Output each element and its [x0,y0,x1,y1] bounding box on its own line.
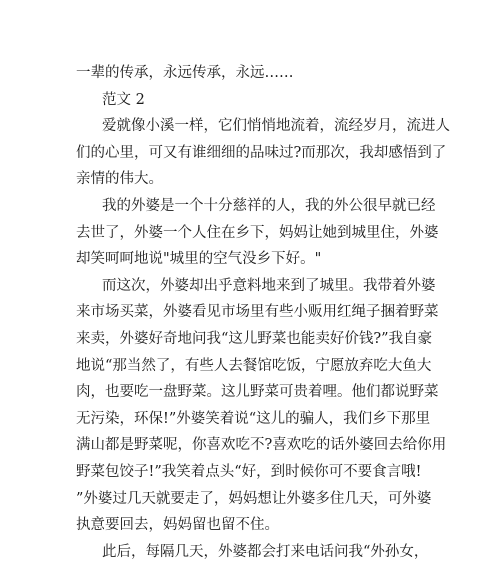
text-line: 此后，每隔几天，外婆都会打来电话问我“外孙女， [102,543,429,560]
text-line: 执意要回去，妈妈留也留不住。 [76,517,279,534]
text-line: 地说“那当然了，有些人去餐馆吃饭，宁愿放弃吃大鱼大 [76,357,432,374]
text-line: ”外婆过几天就要走了，妈妈想让外婆多住几天，可外婆 [76,490,432,507]
text-line: 无污染，环保!”外婆笑着说“这儿的骗人，我们乡下那里 [76,410,431,427]
text-line: 而这次，外婆却出乎意料地来到了城里。我带着外婆 [102,277,436,294]
text-line: 却笑呵呵地说"城里的空气没乡下好。" [76,251,322,268]
text-line: 肉，也要吃一盘野菜。这儿野菜可贵着哩。他们都说野菜 [76,384,439,401]
text-line: 亲情的伟大。 [76,171,163,188]
text-line: 去世了，外婆一个人住在乡下，妈妈让她到城里住，外婆 [76,224,439,241]
text-line: 满山都是野菜呢，你喜欢吃不?喜欢吃的话外婆回去给你用 [76,437,447,454]
text-line: 野菜包饺子!”我笑着点头“好，到时候你可不要食言哦! [76,463,422,480]
section-heading: 范文 2 [102,91,145,108]
text-line: 爱就像小溪一样，它们悄悄地流着，流经岁月，流进人 [102,118,450,135]
text-line: 来卖，外婆好奇地问我“这儿野菜也能卖好价钱?”我自豪 [76,330,433,347]
text-line: 们的心里，可又有谁细细的品味过?而那次，我却感悟到了 [76,144,447,161]
document-body [76,60,450,565]
text-line: 来市场买菜，外婆看见市场里有些小贩用红绳子捆着野菜 [76,304,439,321]
text-line: 一辈的传承，永远传承，永远…… [76,65,294,81]
text-line: 我的外婆是一个十分慈祥的人，我的外公很早就已经 [102,197,436,214]
